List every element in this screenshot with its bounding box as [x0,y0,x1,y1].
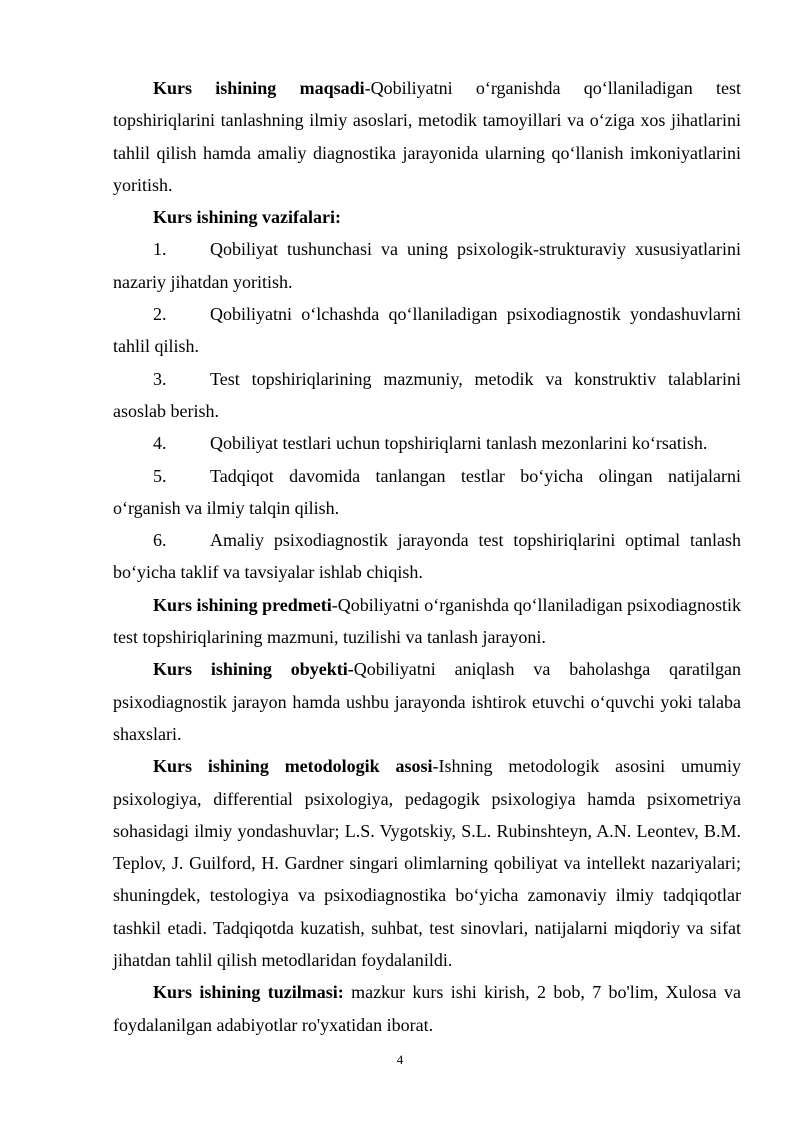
task-text: Qobiliyatni o‘lchashda qo‘llaniladigan psixodiagnostik yondashuvlarni tahlil qilish. [113,304,741,357]
purpose-paragraph [113,72,741,201]
object-label: Kurs ishining obyekti- [153,659,354,680]
task-number: 3. [153,368,167,389]
structure-text: mazkur kurs ishi kirish, 2 bob, 7 bo'lim, Xulosa va foydalanilgan adabiyotlar ro'yxatidan iborat. [113,982,741,1035]
task-item-3 [113,363,741,428]
task-item-4 [113,427,741,459]
methodology-paragraph [113,750,741,976]
task-text: Amaliy psixodiagnostik jarayonda test topshiriqlarini optimal tanlash bo‘yicha taklif va tavsiyalar ishlab chiqish. [113,530,741,583]
task-item-2 [113,298,741,363]
task-text: Qobiliyat testlari uchun topshiriqlarni tanlash mezonlarini ko‘rsatish. [210,433,708,454]
object-paragraph [113,653,741,750]
structure-label: Kurs ishining tuzilmasi: [153,982,344,1003]
purpose-text: -Qobiliyatni o‘rganishda qo‘llaniladigan test topshiriqlarini tanlashning ilmiy asoslari, metodik tamoyillari va o‘ziga xos jihatlarini tahlil qilish hamda amaliy diagnostika jarayonida ularning qo‘llanish imkoniyatlarini yoritish. [113,78,741,195]
task-number: 2. [153,304,167,325]
page-number: 4 [396,1052,404,1067]
methodology-label: Kurs ishining metodologik asosi [153,756,433,777]
subject-paragraph [113,589,741,654]
task-text: Tadqiqot davomida tanlangan testlar bo‘yicha olingan natijalarni o‘rganish va ilmiy talqin qilish. [113,465,741,518]
task-text: Test topshiriqlarining mazmuniy, metodik va konstruktiv talablarini asoslab berish. [113,368,741,421]
task-number: 5. [153,465,167,486]
task-number: 1. [153,239,167,260]
task-text: Qobiliyat tushunchasi va uning psixologik-strukturaviy xususiyatlarini nazariy jihatdan yoritish. [113,239,741,292]
page-content [113,72,741,1041]
task-number: 6. [153,530,167,551]
structure-paragraph [113,976,741,1041]
object-text: Qobiliyatni aniqlash va baholashga qaratilgan psixodiagnostik jarayon hamda ushbu jarayonda ishtirok etuvchi o‘quvchi yoki talaba shaxslari. [113,659,742,744]
task-number: 4. [153,433,167,454]
task-item-1 [113,233,741,298]
subject-label: Kurs ishining predmeti [153,594,332,615]
tasks-heading: Kurs ishining vazifalari: [153,207,342,228]
subject-text: -Qobiliyatni o‘rganishda qo‘llaniladigan psixodiagnostik test topshiriqlarining mazmuni, tuzilishi va tanlash jarayoni. [113,594,741,648]
methodology-text: -Ishning metodologik asosini umumiy psixologiya, differential psixologiya, pedagogik psixologiya hamda psixometriya sohasidagi ilmiy yondashuvlar; L.S. Vygotskiy, S.L. Rubinshteyn, A.N. Leontev, B.M. Teplov, J. Guilford, H. Gardner singari olimlarning qobiliyat va intellekt nazariyalari; shuningdek, testologiya va psixodiagnostika bo‘yicha zamonaviy ilmiy tadqiqotlar tashkil etadi. Tadqiqotda kuzatish, suhbat, test sinovlari, natijalarni miqdoriy va sifat jihatdan tahlil qilish metodlaridan foydalanildi. [113,756,741,971]
task-item-6 [113,524,741,589]
purpose-label: Kurs ishining maqsadi [153,78,365,98]
task-item-5 [113,460,741,525]
